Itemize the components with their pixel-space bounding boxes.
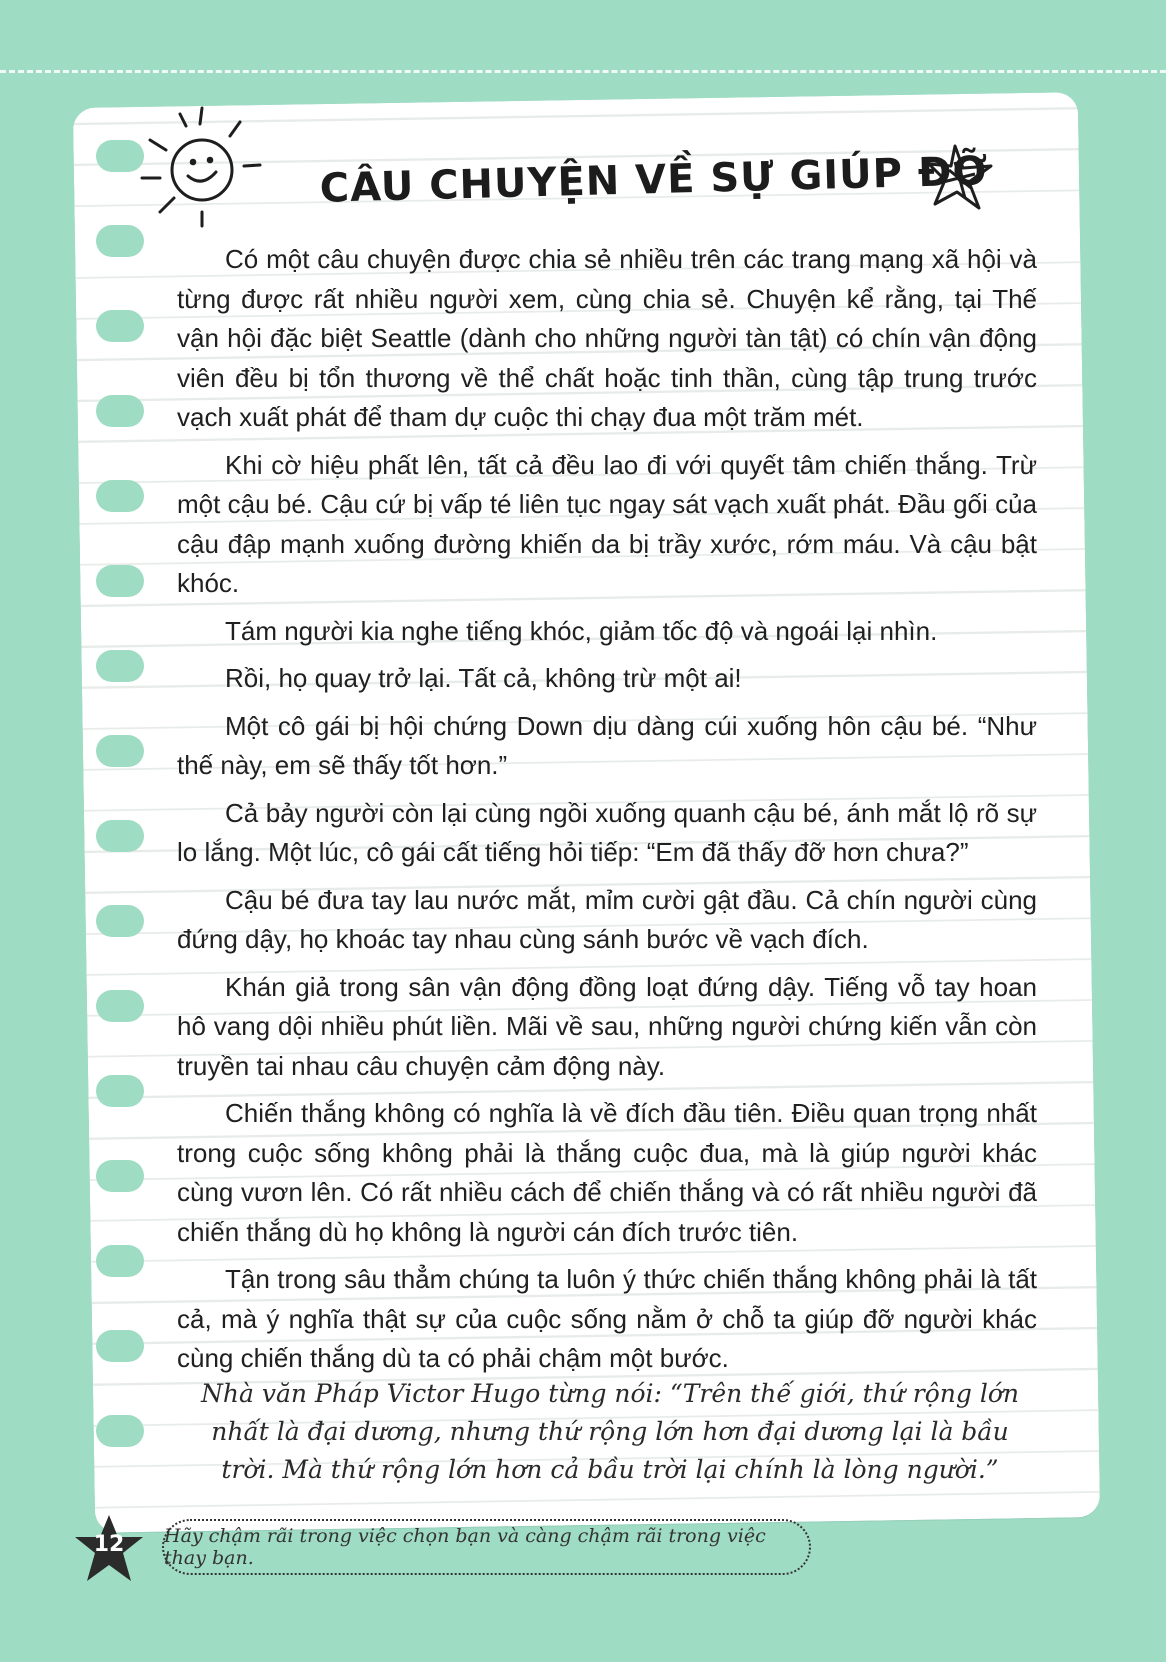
paragraph: Khán giả trong sân vận động đồng loạt đứng dậy. Tiếng vỗ tay hoan hô vang dội nhiều phút liền. Mãi về sau, những người chứng kiến vẫn còn truyền tai nhau câu chuyện cảm động này.	[177, 971, 1037, 1081]
paragraph: Chiến thắng không có nghĩa là về đích đầu tiên. Điều quan trọng nhất trong cuộc sống không phải là thắng cuộc đua, mà là giúp người khác cùng vươn lên. Có rất nhiều cách để chiến thắng và có rất nhiều người đã chiến thắng dù họ không là người cán đích trước tiên.	[177, 1098, 1037, 1247]
paragraph: Khi cờ hiệu phất lên, tất cả đều lao đi với quyết tâm chiến thắng. Trừ một cậu bé. Cậu cứ bị vấp té liên tục ngay sát vạch xuất phát. Đầu gối của cậu đập mạnh xuống đường khiến da bị trầy xước, rớm máu. Và cậu bật khóc.	[177, 449, 1037, 598]
paragraph: Tám người kia nghe tiếng khóc, giảm tốc độ và ngoái lại nhìn.	[225, 615, 938, 646]
spiral-hole	[96, 1160, 144, 1192]
spiral-hole	[96, 395, 144, 427]
spiral-hole	[96, 650, 144, 682]
quote-text: Nhà văn Pháp Victor Hugo từng nói: “Trên thế giới, thứ rộng lớn nhất là đại dương, nhưng thứ rộng lớn hơn đại dương lại là bầu trời. Mà thứ rộng lớn hơn cả bầu trời lại chính là lòng người.”	[201, 1379, 1019, 1484]
paragraph: Một cô gái bị hội chứng Down dịu dàng cúi xuống hôn cậu bé. “Như thế này, em sẽ thấy tốt hơn.”	[177, 710, 1037, 780]
spiral-hole	[96, 1245, 144, 1277]
spiral-hole	[96, 820, 144, 852]
spiral-hole	[96, 310, 144, 342]
footer-quote-box	[162, 1519, 811, 1575]
paragraph: Có một câu chuyện được chia sẻ nhiều trên các trang mạng xã hội và từng được rất nhiều người xem, cùng chia sẻ. Chuyện kể rằng, tại Thế vận hội đặc biệt Seattle (dành cho những người tàn tật) có chín vận động viên đều bị tổn thương về thể chất hoặc tinh thần, cùng tập trung trước vạch xuất phát để tham dự cuộc thi chạy đua một trăm mét.	[177, 244, 1037, 432]
page-title: CÂU CHUYỆN VỀ SỰ GIÚP ĐỠ	[319, 148, 989, 212]
paragraph: Tận trong sâu thẳm chúng ta luôn ý thức chiến thắng không phải là tất cả, mà ý nghĩa thật sự của cuộc sống nằm ở chỗ ta giúp đỡ người khác cùng chiến thắng dù ta có phải chậm một bước.	[177, 1264, 1037, 1373]
spiral-hole	[96, 1415, 144, 1447]
paragraph: Cả bảy người còn lại cùng ngồi xuống quanh cậu bé, ánh mắt lộ rõ sự lo lắng. Một lúc, cô gái cất tiếng hỏi tiếp: “Em đã thấy đỡ hơn chưa?”	[177, 797, 1037, 867]
spiral-hole	[96, 1075, 144, 1107]
spiral-hole	[96, 1330, 144, 1362]
spiral-hole	[96, 735, 144, 767]
spiral-hole	[96, 480, 144, 512]
top-dashed-line	[0, 70, 1166, 73]
footer-text: Hãy chậm rãi trong việc chọn bạn và càng chậm rãi trong việc thay bạn.	[164, 1525, 766, 1569]
spiral-hole	[96, 990, 144, 1022]
paragraph: Cậu bé đưa tay lau nước mắt, mỉm cười gật đầu. Cả chín người cùng đứng dậy, họ khoác tay nhau cùng sánh bước về vạch đích.	[177, 884, 1037, 954]
spiral-hole	[96, 565, 144, 597]
paragraph: Rồi, họ quay trở lại. Tất cả, không trừ một ai!	[225, 663, 742, 693]
sun-doodle-icon	[130, 100, 270, 230]
spiral-hole	[96, 905, 144, 937]
story-body	[177, 240, 1037, 1387]
page-number: 12	[93, 1532, 125, 1557]
